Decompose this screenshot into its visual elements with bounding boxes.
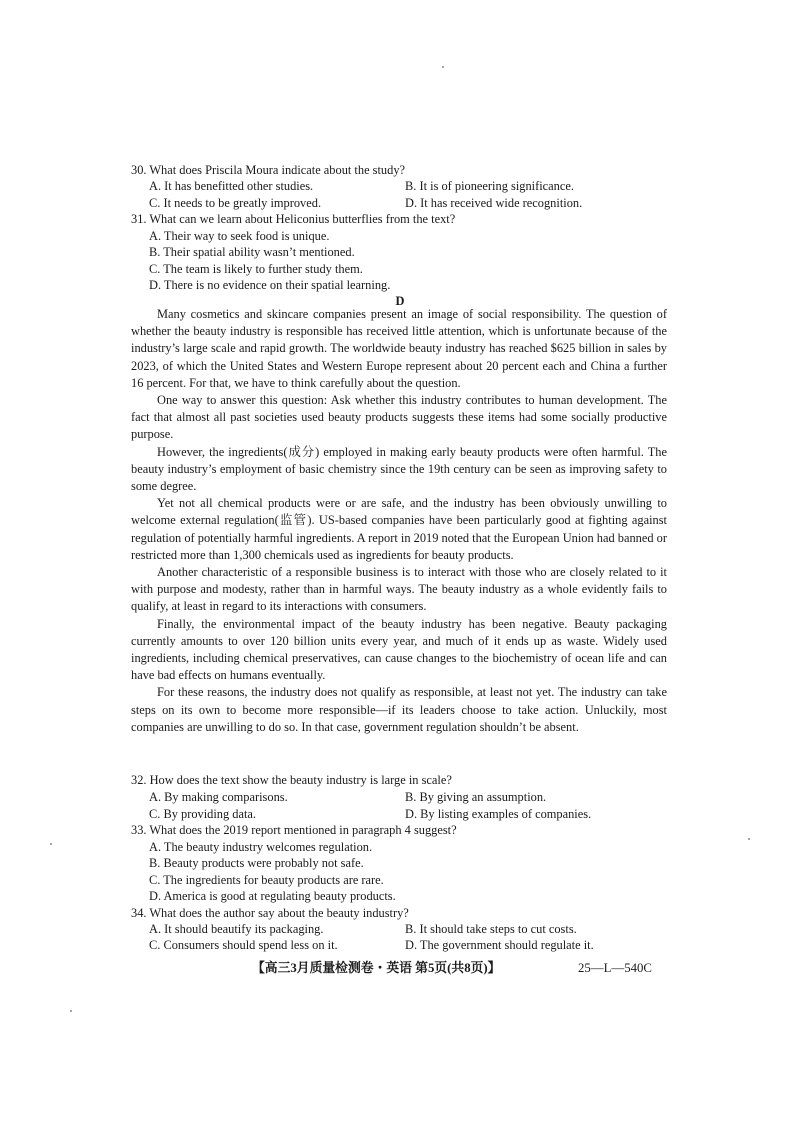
question-30-option-a: A. It has benefitted other studies. — [149, 179, 314, 193]
passage-paragraph: For these reasons, the industry does not qualify as responsible, at least not yet. The industry can take steps on its own to become more responsible—if its leaders choose to take action. Unluckily, most companies are unwilling to do so. In that case, government regulation shouldn’t be absent. — [131, 685, 667, 734]
question-33-stem: 33. What does the 2019 report mentioned in paragraph 4 suggest? — [131, 823, 457, 837]
scan-speck — [442, 66, 444, 68]
question-34-option-a: A. It should beautify its packaging. — [149, 922, 324, 936]
question-32-stem: 32. How does the text show the beauty industry is large in scale? — [131, 773, 452, 787]
question-32-option-b: B. By giving an assumption. — [405, 790, 547, 804]
question-31-option-a: A. Their way to seek food is unique. — [149, 229, 330, 243]
question-34-option-c: C. Consumers should spend less on it. — [149, 938, 338, 952]
passage-paragraph: Many cosmetics and skincare companies present an image of social responsibility. The question of whether the beauty industry is responsible has received little attention, which is unfortunate because of the industry’s large scale and rapid growth. The worldwide beauty industry has reached $625 billion in sales by 2023, of which the United States and Western Europe represent about 20 percent each and China a further 16 percent. For that, we have to think carefully about the question. — [131, 307, 667, 390]
question-31-option-d: D. There is no evidence on their spatial learning. — [149, 278, 391, 292]
question-31-stem: 31. What can we learn about Heliconius butterflies from the text? — [131, 212, 456, 226]
question-30-option-c: C. It needs to be greatly improved. — [149, 196, 322, 210]
question-32-option-a: A. By making comparisons. — [149, 790, 288, 804]
question-32-option-c: C. By providing data. — [149, 807, 257, 821]
passage-paragraph: Finally, the environmental impact of the beauty industry has been negative. Beauty packaging currently amounts to over 120 billion units every year, and much of it ends up as waste. Widely used ingredients, including chemical preservatives, can cause changes to the biochemistry of ocean life and can have bad effects on humans eventually. — [131, 616, 667, 683]
question-30-stem: 30. What does Priscila Moura indicate about the study? — [131, 163, 406, 177]
scan-speck — [50, 843, 52, 845]
question-33-option-c: C. The ingredients for beauty products are rare. — [149, 873, 384, 887]
passage — [131, 306, 667, 736]
question-31-option-b: B. Their spatial ability wasn’t mentioned. — [149, 245, 355, 259]
question-34-option-b: B. It should take steps to cut costs. — [405, 922, 577, 936]
passage-paragraph: Yet not all chemical products were or are safe, and the industry has been obviously unwilling to welcome external regulation(监管). US-based companies have been particularly good at fighting against regulation of potentially harmful ingredients. A report in 2019 noted that the European Union had banned or restricted more than 1,300 chemicals used as ingredients for beauty products. — [131, 496, 667, 562]
footer-title: 【高三3月质量检测卷・英语 第5页(共8页)】 — [252, 961, 501, 975]
question-32-option-d: D. By listing examples of companies. — [405, 807, 592, 821]
question-34-option-d: D. The government should regulate it. — [405, 938, 594, 952]
question-33-option-a: A. The beauty industry welcomes regulation. — [149, 840, 373, 854]
question-34-stem: 34. What does the author say about the beauty industry? — [131, 906, 409, 920]
question-30-option-d: D. It has received wide recognition. — [405, 196, 583, 210]
footer-code: 25—L—540C — [578, 961, 652, 975]
passage-paragraph: Another characteristic of a responsible business is to interact with those who are closely related to it with purpose and modesty, rather than in harmful ways. The beauty industry as a whole evidently fails to qualify, at least in regard to its interactions with consumers. — [131, 565, 667, 614]
scan-speck — [70, 1010, 72, 1012]
scan-speck — [748, 838, 750, 840]
passage-paragraph: One way to answer this question: Ask whether this industry contributes to human development. The fact that almost all past societies used beauty products suggests these items had some socially productive purpose. — [131, 393, 667, 442]
question-33-option-d: D. America is good at regulating beauty products. — [149, 889, 396, 903]
section-heading: D — [395, 294, 405, 308]
question-31-option-c: C. The team is likely to further study them. — [149, 262, 363, 276]
question-30-option-b: B. It is of pioneering significance. — [405, 179, 574, 193]
passage-paragraph: However, the ingredients(成分) employed in making early beauty products were often harmful. The beauty industry’s employment of basic chemistry since the 19th century can be seen as improving safety to some degree. — [131, 444, 667, 494]
question-33-option-b: B. Beauty products were probably not safe. — [149, 856, 364, 870]
